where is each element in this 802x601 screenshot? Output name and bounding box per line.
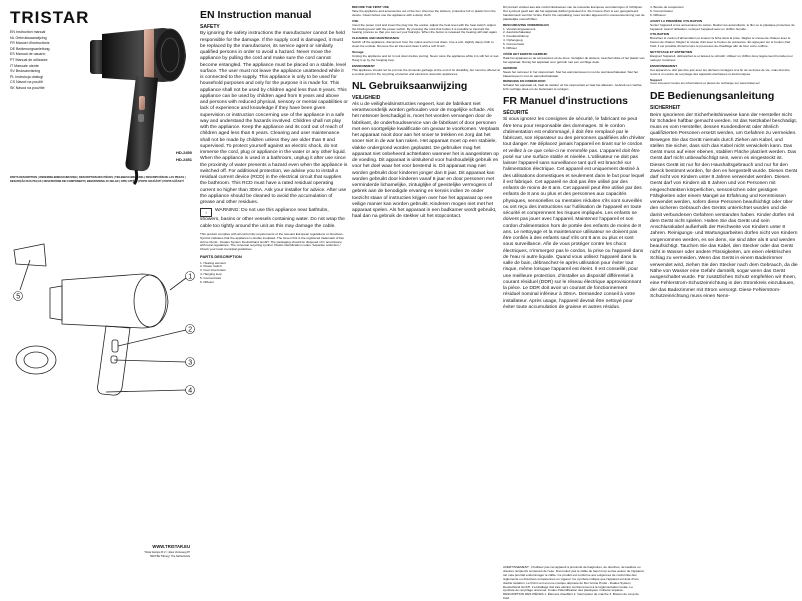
english-nl-column bbox=[352, 6, 500, 575]
language-list bbox=[10, 30, 80, 92]
first-use-text: Haal het apparaat en de accessoires uit de doos. Verwijder de stickers, beschermfolie of het plastic van het apparaat. Reinig het apparaat voor gebruik met een vochtige doek. bbox=[503, 55, 645, 64]
website: WWW.TRISTAR.EU bbox=[152, 544, 190, 549]
section-title: DE Bedienungsanleitung bbox=[650, 90, 775, 103]
before-use-text: Take the appliance and accessories out of the box. Remove the stickers, protective foil or plastic from the device. Clean before use the appliance with a damp cloth. bbox=[352, 8, 496, 17]
clean-text: Schakel het apparaat uit, haal de stekker uit het stopcontact en laat het afkoelen. Gebruik een zachte, licht vochtige doek om de buitenkant te reinigen. bbox=[503, 83, 643, 92]
language-item: ES Manual de usuario bbox=[10, 52, 46, 57]
part-item: 4. Boucle de suspension bbox=[650, 5, 684, 9]
section-heading: SÉCURITÉ bbox=[503, 110, 529, 117]
company-address bbox=[100, 551, 190, 558]
section-title: NL Gebruiksaanwijzing bbox=[352, 79, 468, 92]
language-item: NL Gebruiksaanwijzing bbox=[10, 35, 47, 40]
part-item: 1. Heating element bbox=[200, 260, 226, 265]
section-heading: GEBRUIK bbox=[503, 65, 518, 70]
section-heading: ENVIRONMENT bbox=[352, 63, 375, 68]
language-item: IT Manuale utente bbox=[10, 63, 39, 68]
section-heading: NETTOYAGE ET ENTRETIEN bbox=[650, 50, 693, 55]
section-heading: REINIGING EN ONDERHOUD bbox=[503, 79, 546, 84]
part-item: 5. Concentrator bbox=[200, 276, 222, 281]
address-line: 5015 BH Tilburg | The Netherlands bbox=[150, 554, 190, 558]
model-number: HD-2451 bbox=[175, 156, 192, 162]
section-heading: USE bbox=[352, 18, 359, 23]
address-line: Tristar Europe B.V. | Jules Verneweg 87 bbox=[144, 551, 190, 554]
english-column bbox=[200, 10, 348, 575]
model-number: HD-2450 bbox=[175, 150, 192, 155]
diagram-label: 2 bbox=[188, 326, 193, 334]
part-item: 3. Bouton de coup de froid bbox=[503, 592, 639, 601]
fr-de-column bbox=[650, 6, 798, 575]
environment-text: This appliance should not be put into the domestic garbage at the end of its durability, but must be offered at a central point for the recycling of electric and electronic domestic appliances. bbox=[352, 67, 500, 76]
part-item: 4. Hanging loop bbox=[200, 272, 222, 277]
environment-text: Cet appareil ne doit pas être jeté avec les déchets ménagers à la fin de sa durée de vie, mais doit être remis à un centre de recyclage des appareils électriques et électroniques. bbox=[650, 67, 790, 76]
language-item: SK Návod na použitie bbox=[10, 85, 45, 90]
parts-description-header: PARTS DESCRIPTION | ONDERDELENBESCHRIJVING | DESCRIPTION DES PIÈCES | TEILEBESCHREIBUNG | DESCRIPCIÓN DE LAS PIEZAS | DESCRIÇÃO DAS PEÇAS | DESCRIZIONE DEI COMPONENTI | BESKRIVNING AV DELAR | OPIS CZĘŚCI | POPIS SOUČÁSTÍ | POPIS SÚČASTÍ bbox=[10, 176, 186, 183]
part-item: 6. Diffuseur bbox=[650, 12, 666, 17]
section-heading: SAFETY bbox=[200, 24, 220, 30]
before-use-text: Sortez l'appareil et les accessoires du carton. Retirez les autocollants, le film ou le plastique protecteur de l'appareil. Avant l'utilisation, nettoyez l'appareil avec un chiffon humide. bbox=[650, 22, 795, 31]
symbol-notes: This product complies with all conformity requirements of the relevant European regulations or directives. Symbol indicates that the appliance is double insulated. The Green Dot is the registered trademark of Der Grüne Punkt - Duales System Deutschland GmbH. The packaging should be disposed of in accordance with local regulations. The universal recycling symbol. Plastic identification codes. Separate collection / Check your local municipal guidelines. bbox=[200, 231, 345, 252]
section-heading: ENVIRONNEMENT bbox=[650, 63, 678, 68]
use-text: Steek het netsnoer in het stopcontact. Stel het warmteniveau in met de warmteschakelaar. Stel het blaasniveau in met de aan/uitschakelaar. bbox=[503, 69, 638, 78]
section-heading: Support bbox=[650, 77, 662, 82]
cover-column bbox=[0, 0, 195, 575]
diagram-label: 5 bbox=[16, 293, 21, 301]
section-heading: AVANT LA PREMIÈRE UTILISATION bbox=[650, 18, 703, 23]
part-item: 1. Élément chauffant bbox=[544, 592, 573, 597]
part-item: 2. Power switch bbox=[200, 264, 222, 269]
clean-text: Éteignez l'appareil, débranchez-le et laissez-le refroidir. Utilisez un chiffon doux légèrement humide pour nettoyer l'extérieur. bbox=[650, 53, 793, 62]
nl-notes: Dit product voldoet aan alle conformiteitseisen van de relevante Europese verordeningen of richtlijnen. Het symbool geeft aan dat het apparaat dubbel geïsoleerd is. De Groene Punt is een geregistreerd handelsmerk van Der Grüne Punkt. De verpakking moet worden afgevoerd in overeenstemming met de plaatselijke voorschriften. bbox=[503, 5, 645, 21]
section-title: FR Manuel d'instructions bbox=[503, 95, 629, 108]
part-item: 6. Diffuser bbox=[200, 280, 215, 285]
brand-logo: TRISTAR bbox=[10, 8, 90, 27]
model-numbers bbox=[162, 150, 192, 163]
section-heading: Storage bbox=[352, 50, 364, 55]
section-heading: DESCRIPTION DES PIÈCES bbox=[503, 592, 544, 597]
storage-text: Unplug the appliance and let it cool down before storing. Never store the appliance while it is still hot or wet. Hang it up by the hanging loop. bbox=[352, 53, 500, 62]
section-heading: SICHERHEIT bbox=[650, 105, 681, 112]
section-heading: VÓÓR HET EERSTE GEBRUIK bbox=[503, 51, 548, 56]
safety-text: Als u de veiligheidsinstructies negeert, kan de fabrikant niet verantwoordelijk worden gehouden voor de mogelijke schade. Als het netsnoer beschadigd is, moet het worden vervangen door de fabrikant, de onderhoudsservice van de fabrikant of door personen met een soortgelijke kwalificatie om gevaar te voorkomen. Verplaats het apparaat nooit door aan het snoer te trekken en zorg dat het snoer niet in de war kan raken. Het apparaat moet op een stabiele, vlakke ondergrond worden geplaatst. De gebruiker mag het apparaat niet onbeheerd achterlaten wanneer het is aangesloten op de voeding. Dit apparaat is uitsluitend voor huishoudelijk gebruik en voor het doel waar het voor bestemd is. Dit apparaat mag niet worden gebruikt door kinderen jonger dan 8 jaar. Dit apparaat kan worden gebruikt door kinderen vanaf 8 jaar en door personen met verminderde lichamelijke, zintuiglijke of geestelijke vermogens of gebrek aan de benodigde ervaring en kennis indien ze onder toezicht staan of instructies krijgen over hoe het apparaat op een veilige manier kan worden gebruikt. Kinderen mogen niet met het apparaat spelen. Als het apparaat in een badkamer wordt gebruikt, haal dan na gebruik de stekker uit het stopcontact. bbox=[352, 101, 500, 220]
language-item: PT Manual de utilizador bbox=[10, 57, 48, 62]
language-item: PL Instrukcja obsługi bbox=[10, 74, 44, 79]
language-item: SV Bruksanvisning bbox=[10, 69, 41, 74]
part-item: 2. Aan/uitschakelaar bbox=[503, 30, 531, 35]
language-item: CS Návod na použití bbox=[10, 80, 43, 85]
part-item: 3. Cool shot button bbox=[200, 268, 226, 273]
section-heading: PARTS DESCRIPTION bbox=[200, 254, 242, 260]
part-item: 5. Concentrator bbox=[503, 42, 525, 47]
part-item: 5. Concentrateur bbox=[650, 8, 674, 13]
section-heading: VEILIGHEID bbox=[352, 94, 381, 101]
warning-text: WARNING: Do not use this appliance near bathtubs, showers, basins or other vessels containing water. Do not wrap the cable too tightly around the unit as this may damage the cable. bbox=[200, 208, 345, 229]
warning-icon: ! bbox=[200, 208, 212, 217]
language-item: EN Instruction manual bbox=[10, 30, 46, 34]
diagram-label: 4 bbox=[188, 387, 193, 395]
section-heading: CLEANING AND MAINTENANCE bbox=[352, 36, 400, 41]
section-heading: UTILISATION bbox=[650, 32, 670, 37]
clean-text: Switch off the appliance, disconnect from the mains and let cool down. Use a soft, slightly damp cloth to clean the outside. Remove the air inlet and clean it with a soft brush. bbox=[352, 40, 494, 49]
fr-extra bbox=[503, 565, 645, 601]
part-item: 6. Diffuser bbox=[503, 46, 518, 51]
section-title: EN Instruction manual bbox=[200, 9, 312, 21]
use-text: Branchez le cordon d'alimentation et insérez la fiche dans la prise. Réglez le niveau de chaleur avec le bouton de chaleur. Réglez le niveau d'air avec le bouton de puissance. En appuyant sur le bouton d'air froid, il est possible d'interrompre le processus de chauffage afin de fixer votre coiffure. bbox=[650, 36, 791, 49]
part-item: 1. Verwarmingselement bbox=[503, 26, 536, 31]
section-heading: BEFORE THE FIRST USE bbox=[352, 5, 389, 9]
warning-text: AVERTISSEMENT : N'utilisez pas cet appareil à proximité de baignoires, de douches, de lavabos ou d'autres récipients contenant de l'eau. N'enroulez pas le câble de façon trop serrée autour de l'appareil, car cela pourrait endommager le câble. bbox=[503, 565, 645, 577]
part-item: 4. Ophangoog bbox=[503, 38, 523, 43]
fr-notes: Ce produit est conforme aux exigences de conformité des règlements ou directives européennes en vigueur. Ce symbole indique que l'appareil est doté d'une double isolation. Le Point vert est une marque déposée de Der Grüne Punkt - Duales System Deutschland GmbH. L'emballage doit être éliminé conformément à la réglementation locale. Le symbole de recyclage universel. Codes d'identification des plastiques. Collecte séparée. bbox=[503, 572, 639, 593]
part-item: 3. Koudeluchtknop bbox=[503, 34, 529, 39]
safety-text: Beim Ignorieren der Sicherheitshinweise kann der Hersteller nicht für Schäden haftbar gemacht werden. Ist das Netzkabel beschädigt, muss es vom Hersteller, dessen Kundendienst oder ähnlich qualifizierten Personen ersetzt werden, um Gefahren zu vermeiden. Bewegen Sie das Gerät niemals durch Ziehen am Kabel, und stellen Sie sicher, dass sich das Kabel nicht verwickeln kann. Das Gerät muss auf einer ebenen, stabilen Fläche platziert werden. Das Gerät darf nicht unbeaufsichtigt sein, wenn es eingesteckt ist. Dieses Gerät ist nur für den Haushaltsgebrauch und nur für den Zweck bestimmt worden, für den es hergestellt wurde. Dieses Gerät darf nicht von Kindern unter 8 Jahren verwendet werden. Dieses Gerät darf von Kindern ab 8 Jahren und von Personen mit eingeschränkten körperlichen, sensorischen oder geistigen Fähigkeiten oder einem Mangel an Erfahrung und Kenntnissen verwendet werden, sofern diese Personen beaufsichtigt oder über den sicheren Gebrauch des Geräts unterrichtet wurden und die damit verbundenen Gefahren verstanden haben. Kinder dürfen mit dem Gerät nicht spielen. Halten Sie das Gerät und sein Anschlusskabel außerhalb der Reichweite von Kindern unter 8 Jahren. Reinigungs- und Wartungsarbeiten dürfen nicht von Kindern vorgenommen werden, es sei denn, sie sind älter als 8 und werden beaufsichtigt. Tauchen Sie das Kabel, den Stecker oder das Gerät nicht in Wasser oder andere Flüssigkeiten, um einen elektrischen Schlag zu vermeiden. Wenn das Gerät in einem Badezimmer verwendet wird, ziehen Sie den Stecker nach dem Gebrauch, da die Nähe von Wasser eine Gefahr darstellt, sogar wenn das Gerät ausgeschaltet wurde. Für zusätzlichen Schutz empfehlen wir Ihnen, eine Fehlerstrom-Schutzeinrichtung in den Stromkreis einzubauen, der das Badezimmer mit Strom versorgt. Diese Fehlerstrom-Schutzeinrichtung muss einen Nenn- bbox=[650, 112, 798, 299]
support-text: Vous trouverez toutes les informations et pièces de rechange sur www.tristar.eu! bbox=[650, 81, 760, 86]
section-heading: BESCHRIJVING ONDERDELEN bbox=[503, 22, 549, 27]
diagram-label: 1 bbox=[188, 273, 193, 281]
diagram-label: 3 bbox=[188, 359, 193, 367]
nl-fr-column bbox=[503, 6, 645, 575]
safety-text: Si vous ignorez les consignes de sécurité, le fabricant ne peut être tenu pour responsable des dommages. Si le cordon d'alimentation est endommagé, il doit être remplacé par le fabricant, son réparateur ou des personnes qualifiées afin d'éviter tout danger. Ne déplacez jamais l'appareil en tirant sur le cordon et veillez à ce que celui-ci ne s'emmêle pas. L'appareil doit être posé sur une surface stable et nivelée. L'utilisateur ne doit pas laisser l'appareil sans surveillance tant qu'il est branché sur l'alimentation électrique. Cet appareil est uniquement destiné à des utilisations domestiques et seulement dans le but pour lequel il est fabriqué. Cet appareil ne doit pas être utilisé par des enfants de moins de 8 ans. Cet appareil peut être utilisé par des enfants de 8 ans ou plus et des personnes aux capacités physiques, sensorielles ou mentales réduites s'ils sont surveillés ou ont reçu des instructions sur l'utilisation de l'appareil en toute sécurité et comprennent les risques impliqués. Les enfants ne doivent pas jouer avec l'appareil. Maintenez l'appareil et son cordon d'alimentation hors de portée des enfants de moins de 8 ans. Le nettoyage et la maintenance utilisateur ne doivent pas être confiés à des enfants sauf s'ils ont 8 ans ou plus et sont sous surveillance. Afin de vous protéger contre les chocs électriques, n'immergez pas le cordon, la prise ou l'appareil dans de l'eau ni autre liquide. Quand vous utilisez l'appareil dans la salle de bain, débranchez-le après utilisation pour éviter tout risque, même lorsque l'appareil est éteint. Il est conseillé, pour une meilleure protection, d'installer un dispositif différentiel à courant résiduel (DDR) sur le réseau électrique approvisionnant la pièce. Le DDR doit avoir un courant de fonctionnement résiduel nominal inférieur à 30mA. Demandez conseil à votre installateur. Après usage, l'appareil devrait être nettoyé pour éviter toute accumulation de graisse et autres résidus. bbox=[503, 117, 645, 310]
language-item: DE Bedienungsanleitung bbox=[10, 46, 50, 51]
safety-text: By ignoring the safety instructions the manufacturer cannot be held responsible for the damage. If the supply cord is damaged, it must be replaced by the manufacturer, its service agent or similarly qualified persons in order to avoid a hazard. Never move the appliance by pulling the cord and make sure the cord cannot become entangled. The appliance must be placed on a stable, level surface. The user must not leave the appliance unattended while it is connected to the supply. This appliance is only to be used for household purposes and only for the purpose it is made for. This appliance shall not be used by children aged less than 8 years. This appliance can be used by children aged from 8 years and above and persons with reduced physical, sensory or mental capabilities or lack of experience and knowledge if they have been given supervision or instruction concerning use of the appliance in a safe way and understand the hazards involved. Children shall not play with the appliance. Keep the appliance and its cord out of reach of children aged less than 8 years. Cleaning and user maintenance shall not be made by children unless they are older than 8 and supervised. To protect yourself against an electric shock, do not immerse the cord, plug or appliance in the water or any other liquid. When the appliance is used in a bathroom, unplug it after use since the proximity of water presents a hazard even when the appliance is switched off. For additional protection, we advise you to install a residual current device (RCD) in the electrical circuit that supplies the bathroom. This RCD must have a rated residual operating current no higher than 30mA. Ask your installer for advice. After use the appliance should be cleaned to avoid the accumulation of grease and other residues. bbox=[200, 31, 348, 205]
use-text: Insert the power cord and insert the plug into the socket. Adjust the heat level with the heat switch. Adjust the blowing level with the power switch. By pressing the cold shot button it is possible to interrupt the heating process so that you can set your hairstyle. When the button is released the heating will start again. bbox=[352, 22, 498, 35]
part-item: 2. Interrupteur de marche bbox=[573, 592, 609, 597]
language-item: FR Manuel d'instructions bbox=[10, 41, 50, 46]
parts-diagram bbox=[10, 230, 195, 400]
